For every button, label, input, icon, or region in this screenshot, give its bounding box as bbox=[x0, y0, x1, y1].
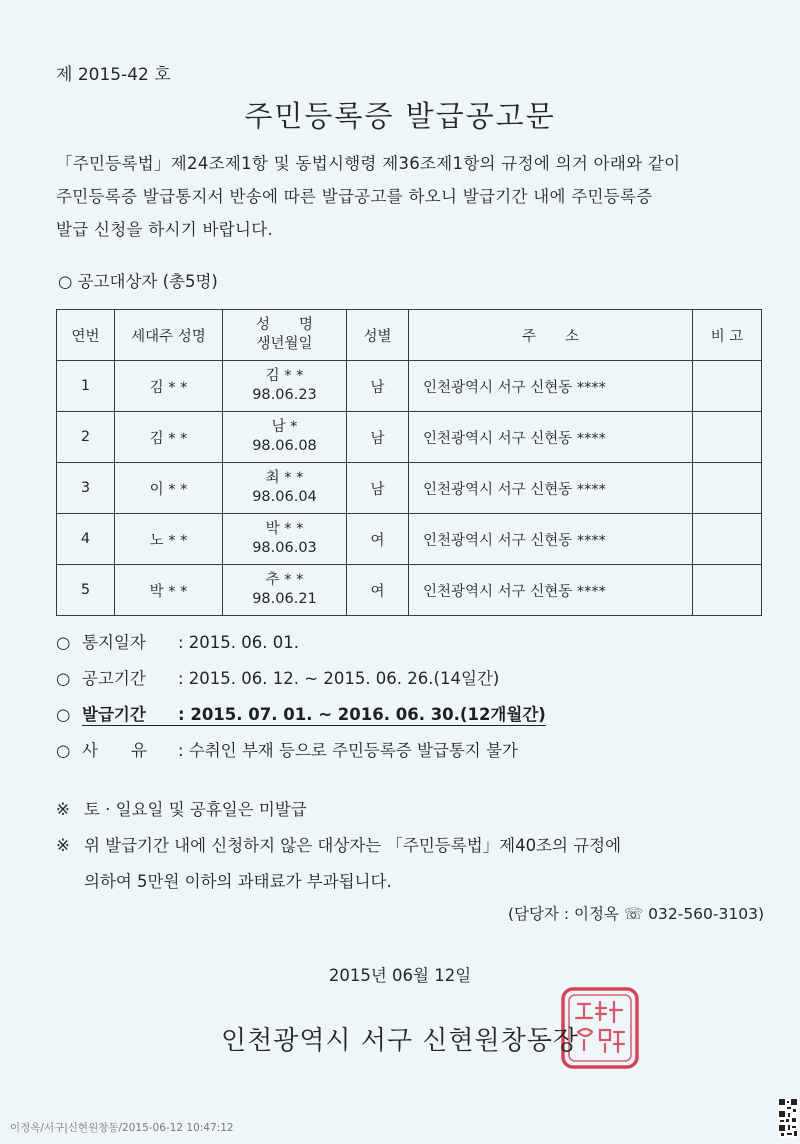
cell-no: 2 bbox=[57, 412, 115, 463]
cell-birth: 98.06.03 bbox=[252, 540, 317, 556]
note-penalty-cont bbox=[56, 868, 392, 892]
circle-bullet-icon: ○ bbox=[56, 669, 71, 688]
cell-birth: 98.06.23 bbox=[252, 387, 317, 403]
cell-sex: 남 bbox=[347, 463, 409, 514]
cell-no: 1 bbox=[57, 361, 115, 412]
cell-address: 인천광역시 서구 신현동 **** bbox=[409, 514, 693, 565]
reference-mark-icon: ※ bbox=[56, 800, 70, 819]
info-notice-period bbox=[56, 665, 499, 689]
cell-birth: 98.06.08 bbox=[252, 438, 317, 454]
cell-name-birth bbox=[223, 514, 347, 565]
info-label: 발급기간 bbox=[82, 705, 146, 724]
cell-sex: 여 bbox=[347, 565, 409, 616]
intro-line: 발급 신청을 하시기 바랍니다. bbox=[56, 220, 274, 239]
cell-name-birth bbox=[223, 565, 347, 616]
info-label: 사 유 bbox=[82, 741, 147, 760]
info-value: : 수취인 부재 등으로 주민등록증 발급통지 불가 bbox=[178, 741, 518, 760]
cell-birth: 98.06.04 bbox=[252, 489, 317, 505]
issue-date: 2015년 06월 12일 bbox=[328, 966, 472, 985]
cell-name: 박 * * bbox=[265, 521, 304, 537]
recipient-table bbox=[56, 309, 762, 616]
cell-no: 4 bbox=[57, 514, 115, 565]
cell-address: 인천광역시 서구 신현동 **** bbox=[409, 412, 693, 463]
circle-bullet-icon: ○ bbox=[56, 705, 71, 724]
circle-bullet-icon: ○ bbox=[56, 741, 71, 760]
cell-note bbox=[693, 412, 762, 463]
cell-address: 인천광역시 서구 신현동 **** bbox=[409, 361, 693, 412]
table-row bbox=[57, 514, 762, 565]
cell-name: 남 * bbox=[271, 419, 298, 435]
table-row bbox=[57, 361, 762, 412]
circle-bullet-icon: ○ bbox=[56, 633, 71, 652]
table-row bbox=[57, 565, 762, 616]
header-sex: 성별 bbox=[347, 310, 409, 361]
cell-name-birth bbox=[223, 361, 347, 412]
cell-birth: 98.06.21 bbox=[252, 591, 317, 607]
intro-line: 「주민등록법」제24조제1항 및 동법시행령 제36조제1항의 규정에 의거 아래와 같이 bbox=[56, 154, 681, 173]
document-number: 제 2015-42 호 bbox=[56, 65, 171, 85]
note-text: 토 · 일요일 및 공휴일은 미발급 bbox=[84, 800, 307, 819]
table-row bbox=[57, 412, 762, 463]
header-household-head: 세대주 성명 bbox=[115, 310, 223, 361]
info-value: : 2015. 06. 01. bbox=[178, 633, 300, 652]
cell-address: 인천광역시 서구 신현동 **** bbox=[409, 565, 693, 616]
cell-household-head: 박 * * bbox=[115, 565, 223, 616]
header-name-birth bbox=[223, 310, 347, 361]
cell-note bbox=[693, 514, 762, 565]
cell-note bbox=[693, 463, 762, 514]
cell-address: 인천광역시 서구 신현동 **** bbox=[409, 463, 693, 514]
cell-sex: 남 bbox=[347, 412, 409, 463]
info-label: 통지일자 bbox=[82, 633, 146, 652]
contact-info: (담당자 : 이정옥 ☏ 032-560-3103) bbox=[507, 905, 764, 923]
target-heading: ○ 공고대상자 (총5명) bbox=[58, 272, 218, 291]
header-note: 비 고 bbox=[693, 310, 762, 361]
info-notice-date bbox=[56, 629, 299, 653]
info-reason bbox=[56, 737, 518, 761]
table-header-row bbox=[57, 310, 762, 361]
cell-name: 최 * * bbox=[265, 470, 304, 486]
issuing-office: 인천광역시 서구 신현원창동장 bbox=[220, 1026, 580, 1056]
note-weekend bbox=[56, 796, 307, 820]
reference-mark-icon: ※ bbox=[56, 836, 70, 855]
cell-household-head: 김 * * bbox=[115, 412, 223, 463]
info-issue-period bbox=[56, 701, 546, 725]
note-penalty bbox=[56, 832, 621, 856]
cell-sex: 여 bbox=[347, 514, 409, 565]
document-title: 주민등록증 발급공고문 bbox=[244, 99, 556, 133]
note-text: 의하여 5만원 이하의 과태료가 부과됩니다. bbox=[84, 872, 392, 891]
info-label: 공고기간 bbox=[82, 669, 146, 688]
cell-household-head: 김 * * bbox=[115, 361, 223, 412]
cell-name: 추 * * bbox=[265, 572, 304, 588]
table-row bbox=[57, 463, 762, 514]
intro-paragraph bbox=[56, 147, 776, 246]
footer-log: 이정옥/서구|신현원창동/2015-06-12 10:47:12 bbox=[10, 1122, 234, 1134]
cell-name-birth bbox=[223, 463, 347, 514]
header-name: 성 명 bbox=[255, 317, 313, 333]
info-value: : 2015. 07. 01. ~ 2016. 06. 30.(12개월간) bbox=[178, 705, 546, 724]
info-value: : 2015. 06. 12. ~ 2015. 06. 26.(14일간) bbox=[178, 669, 500, 688]
header-no: 연번 bbox=[57, 310, 115, 361]
header-birth: 생년월일 bbox=[256, 336, 313, 352]
cell-sex: 남 bbox=[347, 361, 409, 412]
qr-code-icon bbox=[778, 1098, 798, 1138]
cell-household-head: 노 * * bbox=[115, 514, 223, 565]
cell-note bbox=[693, 565, 762, 616]
cell-name: 김 * * bbox=[265, 368, 304, 384]
cell-name-birth bbox=[223, 412, 347, 463]
cell-note bbox=[693, 361, 762, 412]
cell-no: 5 bbox=[57, 565, 115, 616]
header-address: 주 소 bbox=[409, 310, 693, 361]
cell-no: 3 bbox=[57, 463, 115, 514]
intro-line: 주민등록증 발급통지서 반송에 따른 발급공고를 하오니 발급기간 내에 주민등록증 bbox=[56, 187, 653, 206]
cell-household-head: 이 * * bbox=[115, 463, 223, 514]
note-text: 위 발급기간 내에 신청하지 않은 대상자는 「주민등록법」제40조의 규정에 bbox=[84, 836, 622, 855]
